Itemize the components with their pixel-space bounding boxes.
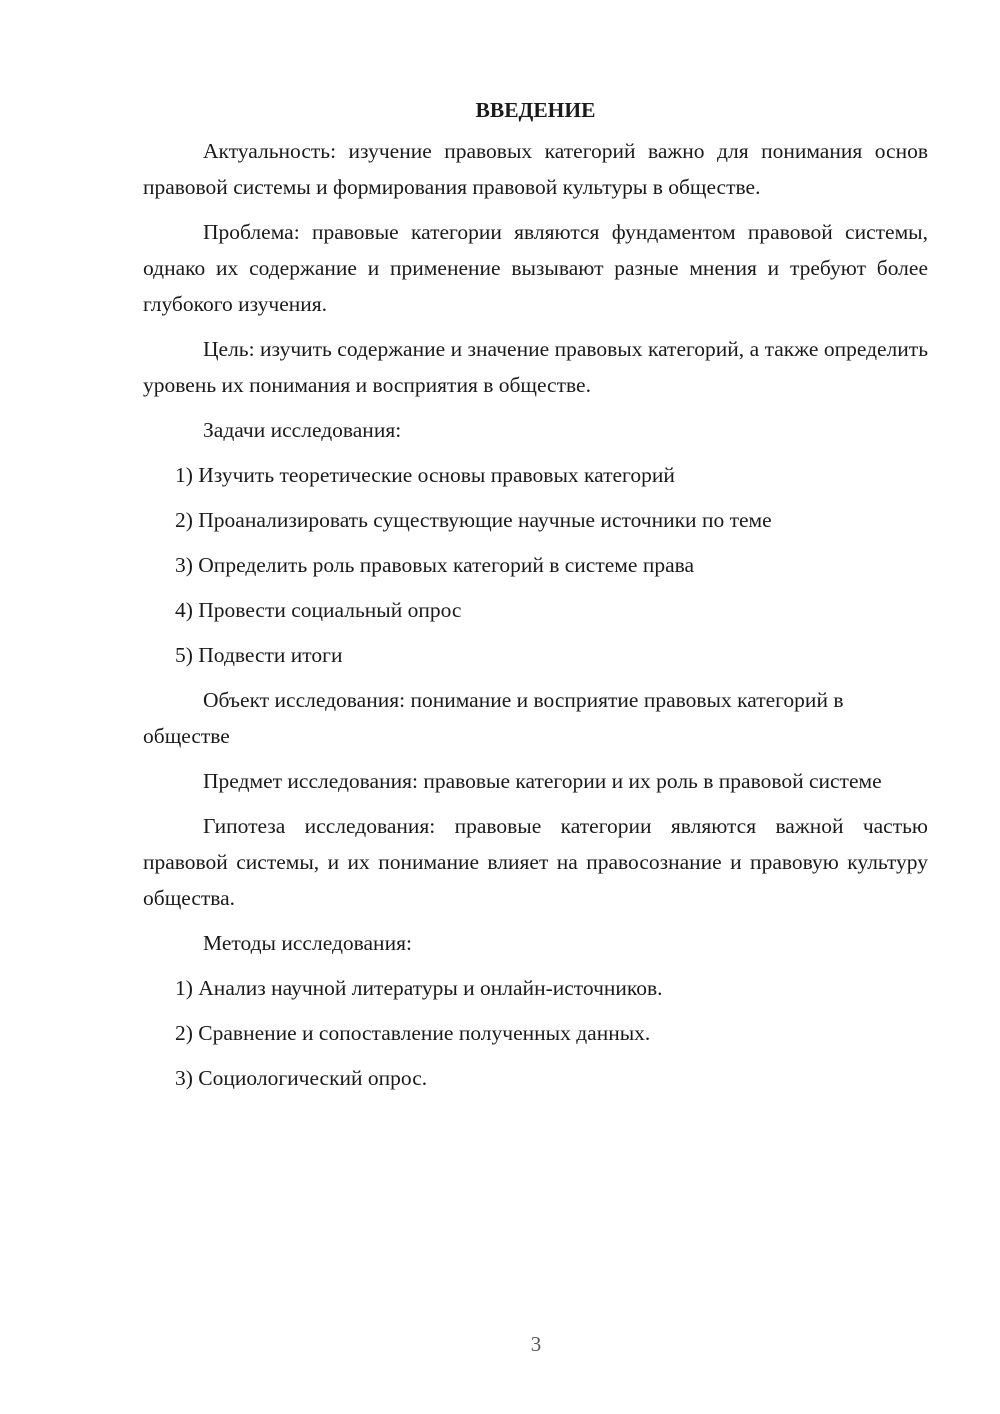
problem-paragraph: Проблема: правовые категории являются фундаментом правовой системы, однако их содержание и применение вызывают разные мнения и требуют более глубокого изучения. [143,220,928,316]
subject-paragraph: Предмет исследования: правовые категории и их роль в правовой системе [203,769,882,793]
object-paragraph: Объект исследования: понимание и восприятие правовых категорий в обществе [143,688,844,748]
method-item: 1) Анализ научной литературы и онлайн-источников. [175,976,663,1000]
methods-heading: Методы исследования: [203,931,412,955]
method-item: 3) Социологический опрос. [175,1066,428,1090]
section-title: ВВЕДЕНИЕ [475,98,596,122]
page-number: 3 [530,1332,542,1356]
method-item: 2) Сравнение и сопоставление полученных данных. [175,1021,651,1045]
goal-paragraph: Цель: изучить содержание и значение правовых категорий, а также определить уровень их понимания и восприятия в обществе. [143,337,928,397]
task-item: 5) Подвести итоги [175,643,343,667]
page-content [143,92,928,1105]
task-item: 2) Проанализировать существующие научные источники по теме [175,508,772,532]
relevance-paragraph: Актуальность: изучение правовых категорий важно для понимания основ правовой системы и формирования правовой культуры в обществе. [143,139,928,199]
hypothesis-paragraph: Гипотеза исследования: правовые категории являются важной частью правовой системы, и их понимание влияет на правосознание и правовую культуру общества. [143,814,928,910]
task-item: 4) Провести социальный опрос [175,598,462,622]
task-item: 3) Определить роль правовых категорий в системе права [175,553,695,577]
tasks-heading: Задачи исследования: [203,418,402,442]
task-item: 1) Изучить теоретические основы правовых категорий [175,463,675,487]
